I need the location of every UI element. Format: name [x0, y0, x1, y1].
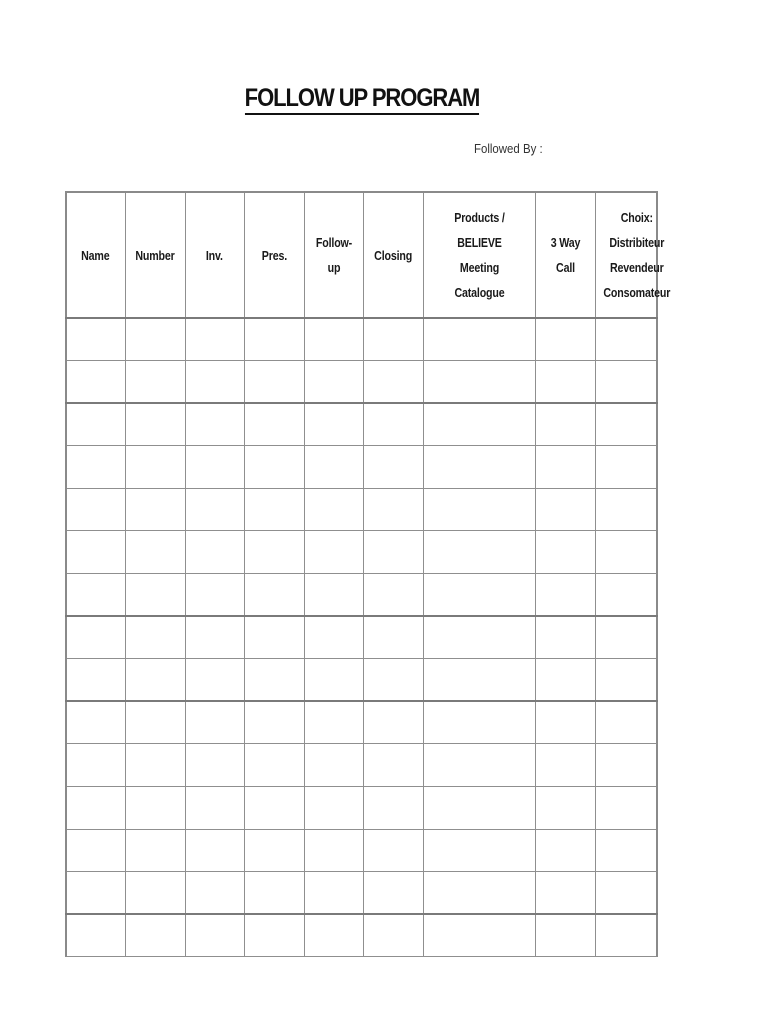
column-header-follow-up: Follow-up [304, 192, 363, 318]
table-cell[interactable] [125, 318, 185, 361]
table-cell[interactable] [125, 531, 185, 574]
table-cell[interactable] [185, 701, 244, 744]
table-row [66, 403, 657, 446]
table-cell[interactable] [244, 446, 304, 489]
table-row [66, 829, 657, 872]
column-header-products-catalogue: Products / BELIEVE Meeting Catalogue [423, 192, 535, 318]
table-cell[interactable] [66, 659, 125, 702]
table-cell[interactable] [535, 403, 595, 446]
table-cell[interactable] [66, 616, 125, 659]
table-cell[interactable] [535, 446, 595, 489]
table-cell[interactable] [595, 744, 657, 787]
table-cell[interactable] [363, 659, 423, 702]
table-cell[interactable] [125, 787, 185, 830]
table-cell[interactable] [535, 744, 595, 787]
table-cell[interactable] [304, 616, 363, 659]
table-cell[interactable] [66, 446, 125, 489]
table-cell[interactable] [244, 318, 304, 361]
table-cell[interactable] [185, 914, 244, 957]
table-cell[interactable] [244, 701, 304, 744]
table-cell[interactable] [185, 744, 244, 787]
table-cell[interactable] [535, 787, 595, 830]
table-cell[interactable] [125, 744, 185, 787]
table-row [66, 488, 657, 531]
table-cell[interactable] [423, 701, 535, 744]
table-cell[interactable] [66, 531, 125, 574]
table-cell[interactable] [423, 744, 535, 787]
table-cell[interactable] [66, 488, 125, 531]
table-cell[interactable] [423, 829, 535, 872]
table-cell[interactable] [595, 318, 657, 361]
table-cell[interactable] [304, 744, 363, 787]
table-row [66, 914, 657, 957]
column-header-3-way-call: 3 Way Call [535, 192, 595, 318]
table-cell[interactable] [244, 403, 304, 446]
table-cell[interactable] [423, 787, 535, 830]
table-cell[interactable] [66, 829, 125, 872]
table-cell[interactable] [185, 829, 244, 872]
table-cell[interactable] [423, 446, 535, 489]
table-cell[interactable] [185, 318, 244, 361]
table-header-row [66, 192, 657, 318]
table-cell[interactable] [244, 574, 304, 617]
table-cell[interactable] [595, 701, 657, 744]
table-cell[interactable] [535, 701, 595, 744]
table-row [66, 574, 657, 617]
column-header-inv: Inv. [185, 192, 244, 318]
column-header-name: Name [66, 192, 125, 318]
table-body [66, 318, 657, 957]
table-cell[interactable] [363, 914, 423, 957]
table-cell[interactable] [244, 787, 304, 830]
table-cell[interactable] [363, 616, 423, 659]
table-cell[interactable] [595, 659, 657, 702]
table-cell[interactable] [423, 361, 535, 404]
table-cell[interactable] [304, 488, 363, 531]
table-cell[interactable] [535, 318, 595, 361]
table-cell[interactable] [244, 616, 304, 659]
table-cell[interactable] [595, 531, 657, 574]
table-cell[interactable] [535, 872, 595, 915]
table-cell[interactable] [185, 659, 244, 702]
table-cell[interactable] [304, 318, 363, 361]
table-cell[interactable] [185, 361, 244, 404]
table-cell[interactable] [66, 403, 125, 446]
table-cell[interactable] [304, 531, 363, 574]
table-cell[interactable] [595, 787, 657, 830]
table-cell[interactable] [125, 659, 185, 702]
table-cell[interactable] [244, 488, 304, 531]
table-row [66, 446, 657, 489]
table-cell[interactable] [185, 616, 244, 659]
table-cell[interactable] [535, 659, 595, 702]
table-cell[interactable] [363, 574, 423, 617]
table-cell[interactable] [423, 659, 535, 702]
table-cell[interactable] [363, 701, 423, 744]
page-title [43, 84, 680, 115]
table-cell[interactable] [185, 403, 244, 446]
table-cell[interactable] [535, 488, 595, 531]
table-cell[interactable] [304, 829, 363, 872]
table-cell[interactable] [66, 787, 125, 830]
table-cell[interactable] [535, 616, 595, 659]
column-header-choix: Choix: Distribiteur Revendeur Consomateur [595, 192, 657, 318]
table-cell[interactable] [66, 872, 125, 915]
page-title-text: FOLLOW UP PROGRAM [245, 84, 480, 115]
table-cell[interactable] [423, 574, 535, 617]
table-cell[interactable] [595, 914, 657, 957]
column-header-number: Number [125, 192, 185, 318]
table-cell[interactable] [125, 361, 185, 404]
table-cell[interactable] [363, 531, 423, 574]
table-row [66, 531, 657, 574]
table-cell[interactable] [423, 616, 535, 659]
table-cell[interactable] [244, 659, 304, 702]
table-cell[interactable] [595, 488, 657, 531]
table-cell[interactable] [535, 829, 595, 872]
table-cell[interactable] [185, 531, 244, 574]
table-cell[interactable] [185, 574, 244, 617]
table-cell[interactable] [125, 446, 185, 489]
table-cell[interactable] [535, 361, 595, 404]
table-cell[interactable] [363, 829, 423, 872]
table-cell[interactable] [304, 361, 363, 404]
table-cell[interactable] [185, 488, 244, 531]
table-cell[interactable] [66, 914, 125, 957]
table-cell[interactable] [66, 361, 125, 404]
table-cell[interactable] [595, 616, 657, 659]
table-row [66, 616, 657, 659]
table-cell[interactable] [125, 574, 185, 617]
table-cell[interactable] [66, 744, 125, 787]
table-cell[interactable] [423, 872, 535, 915]
table-cell[interactable] [304, 914, 363, 957]
table-cell[interactable] [535, 914, 595, 957]
table-cell[interactable] [185, 787, 244, 830]
table-cell[interactable] [244, 829, 304, 872]
table-row [66, 701, 657, 744]
table-cell[interactable] [363, 361, 423, 404]
table-cell[interactable] [595, 361, 657, 404]
table-cell[interactable] [66, 701, 125, 744]
table-cell[interactable] [244, 872, 304, 915]
column-header-closing: Closing [363, 192, 423, 318]
table-cell[interactable] [423, 488, 535, 531]
table-cell[interactable] [304, 872, 363, 915]
table-cell[interactable] [125, 914, 185, 957]
table-cell[interactable] [595, 829, 657, 872]
table-cell[interactable] [363, 787, 423, 830]
table-row [66, 744, 657, 787]
table-cell[interactable] [304, 787, 363, 830]
table-cell[interactable] [244, 914, 304, 957]
table-row [66, 318, 657, 361]
table-cell[interactable] [304, 446, 363, 489]
table-cell[interactable] [595, 403, 657, 446]
table-cell[interactable] [423, 318, 535, 361]
table-cell[interactable] [125, 829, 185, 872]
table-cell[interactable] [125, 488, 185, 531]
table-cell[interactable] [185, 872, 244, 915]
table-cell[interactable] [595, 446, 657, 489]
table-cell[interactable] [125, 403, 185, 446]
followed-by-label: Followed By : [474, 141, 543, 156]
table-cell[interactable] [66, 318, 125, 361]
table-cell[interactable] [363, 872, 423, 915]
table-cell[interactable] [535, 531, 595, 574]
column-header-pres: Pres. [244, 192, 304, 318]
table-cell[interactable] [244, 361, 304, 404]
table-cell[interactable] [66, 574, 125, 617]
table-cell[interactable] [423, 403, 535, 446]
table-cell[interactable] [304, 659, 363, 702]
table-cell[interactable] [363, 446, 423, 489]
table-cell[interactable] [125, 872, 185, 915]
table-cell[interactable] [595, 574, 657, 617]
table-row [66, 872, 657, 915]
table-cell[interactable] [363, 318, 423, 361]
table-cell[interactable] [363, 744, 423, 787]
table-cell[interactable] [535, 574, 595, 617]
table-cell[interactable] [304, 403, 363, 446]
table-row [66, 361, 657, 404]
table-row [66, 787, 657, 830]
table-cell[interactable] [244, 531, 304, 574]
table-cell[interactable] [185, 446, 244, 489]
table-cell[interactable] [423, 531, 535, 574]
table-row [66, 659, 657, 702]
table-cell[interactable] [363, 488, 423, 531]
table-cell[interactable] [304, 701, 363, 744]
table-cell[interactable] [125, 616, 185, 659]
table-cell[interactable] [595, 872, 657, 915]
table-cell[interactable] [304, 574, 363, 617]
table-cell[interactable] [423, 914, 535, 957]
table-cell[interactable] [363, 403, 423, 446]
table-cell[interactable] [125, 701, 185, 744]
table-cell[interactable] [244, 744, 304, 787]
follow-up-table [65, 191, 670, 957]
